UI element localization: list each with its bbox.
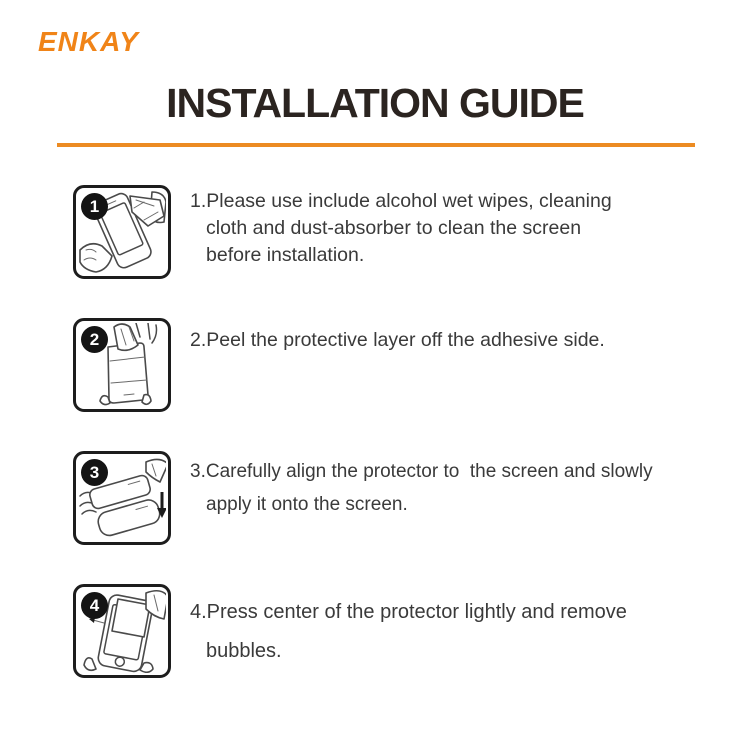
step-row-4: [73, 584, 653, 678]
step-line: apply it onto the screen.: [206, 494, 408, 515]
step-icon-box: [73, 185, 171, 279]
step-line: 3.Carefully align the protector to the screen and slowly: [190, 461, 653, 482]
step-row-2: [73, 318, 653, 412]
step-line: cloth and dust-absorber to clean the screen: [206, 217, 582, 239]
step-number: 1: [89, 196, 100, 216]
step-text: [190, 318, 605, 412]
step-text: [190, 584, 627, 678]
title-divider: [57, 143, 695, 147]
step-line: 2.Peel the protective layer off the adhesive side.: [190, 329, 605, 351]
steps-list: [73, 185, 653, 717]
step-line: 4.Press center of the protector lightly and remove: [190, 601, 627, 623]
step-number-badge: [81, 326, 108, 353]
step-number: 2: [89, 329, 100, 349]
step-row-3: [73, 451, 653, 545]
step-number-badge: [81, 592, 108, 619]
step-text: [190, 451, 653, 545]
step-icon-box: [73, 318, 171, 412]
step-icon-box: [73, 451, 171, 545]
step-number: 3: [89, 462, 100, 482]
step-line: 1.Please use include alcohol wet wipes, cleaning: [190, 190, 612, 212]
step-number-badge: [81, 459, 108, 486]
step-number-badge: [81, 193, 108, 220]
step-row-1: [73, 185, 653, 279]
step-number: 4: [89, 595, 100, 615]
page-title: INSTALLATION GUIDE: [166, 80, 584, 126]
step-line: before installation.: [206, 244, 365, 266]
brand-logo: ENKAY: [38, 26, 139, 57]
step-icon-box: [73, 584, 171, 678]
step-line: bubbles.: [206, 640, 282, 662]
step-text: [190, 185, 612, 279]
